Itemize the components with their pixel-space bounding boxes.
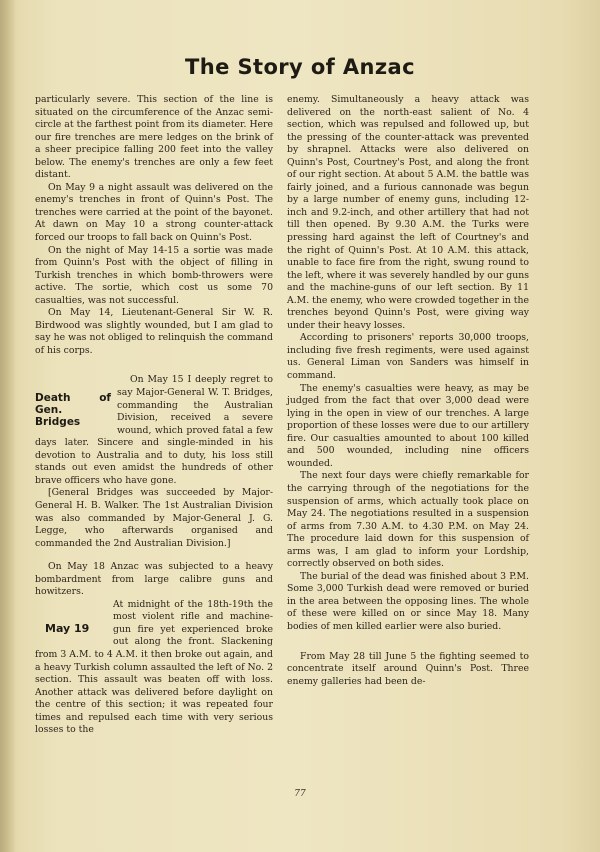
binding-shadow [0,0,16,852]
paragraph: On May 14, Lieutenant-General Sir W. R. Birdwood was slightly wounded, but I am glad to say he was not obliged to relinquish the command of his corps. [35,307,273,356]
side-heading-death-of-bridges: Death of Gen. Bridges [35,392,111,429]
paragraph: [General Bridges was succeeded by Major-General H. B. Walker. The 1st Australian Division was also commanded by Major-General J. G. Legge, who afterwards organised and commanded the 2nd Australian Division.] [35,487,273,549]
side-heading-may-19: May 19 [45,621,90,635]
spacer [35,550,273,561]
paragraph: On May 18 Anzac was subjected to a heavy bombardment from large calibre guns and howitzers. [35,561,273,598]
paragraph: The next four days were chiefly remarkable for the carrying through of the negotiations for the suspension of arms, which actually took place on May 24. The negotiations resulted in a suspension of arms from 7.30 A.M. to 4.30 P.M. on May 24. The procedure laid down for this suspension of arms was, I am glad to inform your Lordship, correctly observed on both sides. [287,470,529,570]
paragraph: The enemy's casualties were heavy, as may be judged from the fact that over 3,000 dead were lying in the open in view of our trenches. A large proportion of these losses were due to our artillery fire. Our casualties amounted to about 100 killed and 500 wounded, including nine officers wounded. [287,382,529,469]
paragraph: The burial of the dead was finished about 3 P.M. Some 3,000 Turkish dead were removed or buried in the area between the opposing lines. The whole of these were killed on or since May 18. Many bodies of men killed earlier were also buried. [287,570,529,632]
paragraph: On May 9 a night assault was delivered on the enemy's trenches in front of Quinn's Post. The trenches were carried at the point of the bayonet. At dawn on May 10 a strong counter-attack forced our troops to fall back on Quinn's Post. [35,181,273,244]
paragraph: At midnight of the 18th-19th the most violent rifle and machine-gun fire yet experienced broke out along the front. Slackening from 3 A.M. to 4 A.M. it then broke out again, and a heavy Turkish column assaulted the left of No. 2 section. This assault was beaten off with loss. Another attack was delivered before daylight on the centre of this section; it was repeated four times and repulsed each time with very serious losses to the [35,598,273,736]
paragraph: particularly severe. This section of the line is situated on the circumference of the Anzac semi-circle at the farthest point from its diameter. Here our fire trenches are mere ledges on the brink of a sheer precipice falling 200 feet into the valley below. The enemy's trenches are only a few feet distant. [35,94,273,181]
paragraph: enemy. Simultaneously a heavy attack was delivered on the north-east salient of No. 4 section, which was repulsed and followed up, but the pressing of the counter-attack was prevented by shrapnel. Attacks were also delivered on Quinn's Post, Courtney's Post, and along the front of our right section. At about 5 A.M. the battle was fairly joined, and a furious cannonade was begun by a large number of enemy guns, including 12-inch and 9.2-inch, and other artillery that had not till then opened. By 9.30 A.M. the Turks were pressing hard against the left of Courtney's and the right of Quinn's Post. At 10 A.M. this attack, unable to face fire from the right, swung round to the left, where it was severely handled by our guns and the machine-guns of our left section. By 11 A.M. the enemy, who were crowded together in the trenches beyond Quinn's Post, were giving way under their heavy losses. [287,94,529,331]
paragraph: On May 15 I deeply regret to say Major-General W. T. Bridges, commanding the Australian Division, received a severe wound, which proved fatal a few days later. Sincere and single-minded in his devotion to Australia and to duty, his loss still stands out even amidst the hundreds of other brave officers who have gone. [35,374,273,486]
paragraph: From May 28 till June 5 the fighting seemed to concentrate itself around Quinn's Post. Three enemy galleries had been de- [287,650,529,687]
spacer [35,357,273,374]
left-column [35,94,273,737]
right-column [287,94,529,688]
spacer [287,634,529,651]
page-number: 77 [294,789,306,799]
paragraph: On the night of May 14-15 a sortie was made from Quinn's Post with the object of filling in Turkish trenches in which bomb-throwers were active. The sortie, which cost us some 70 casualties, was not successful. [35,244,273,306]
paragraph: According to prisoners' reports 30,000 troops, including five fresh regiments, were used against us. General Liman von Sanders was himself in command. [287,332,529,382]
page-title: The Story of Anzac [185,55,415,79]
